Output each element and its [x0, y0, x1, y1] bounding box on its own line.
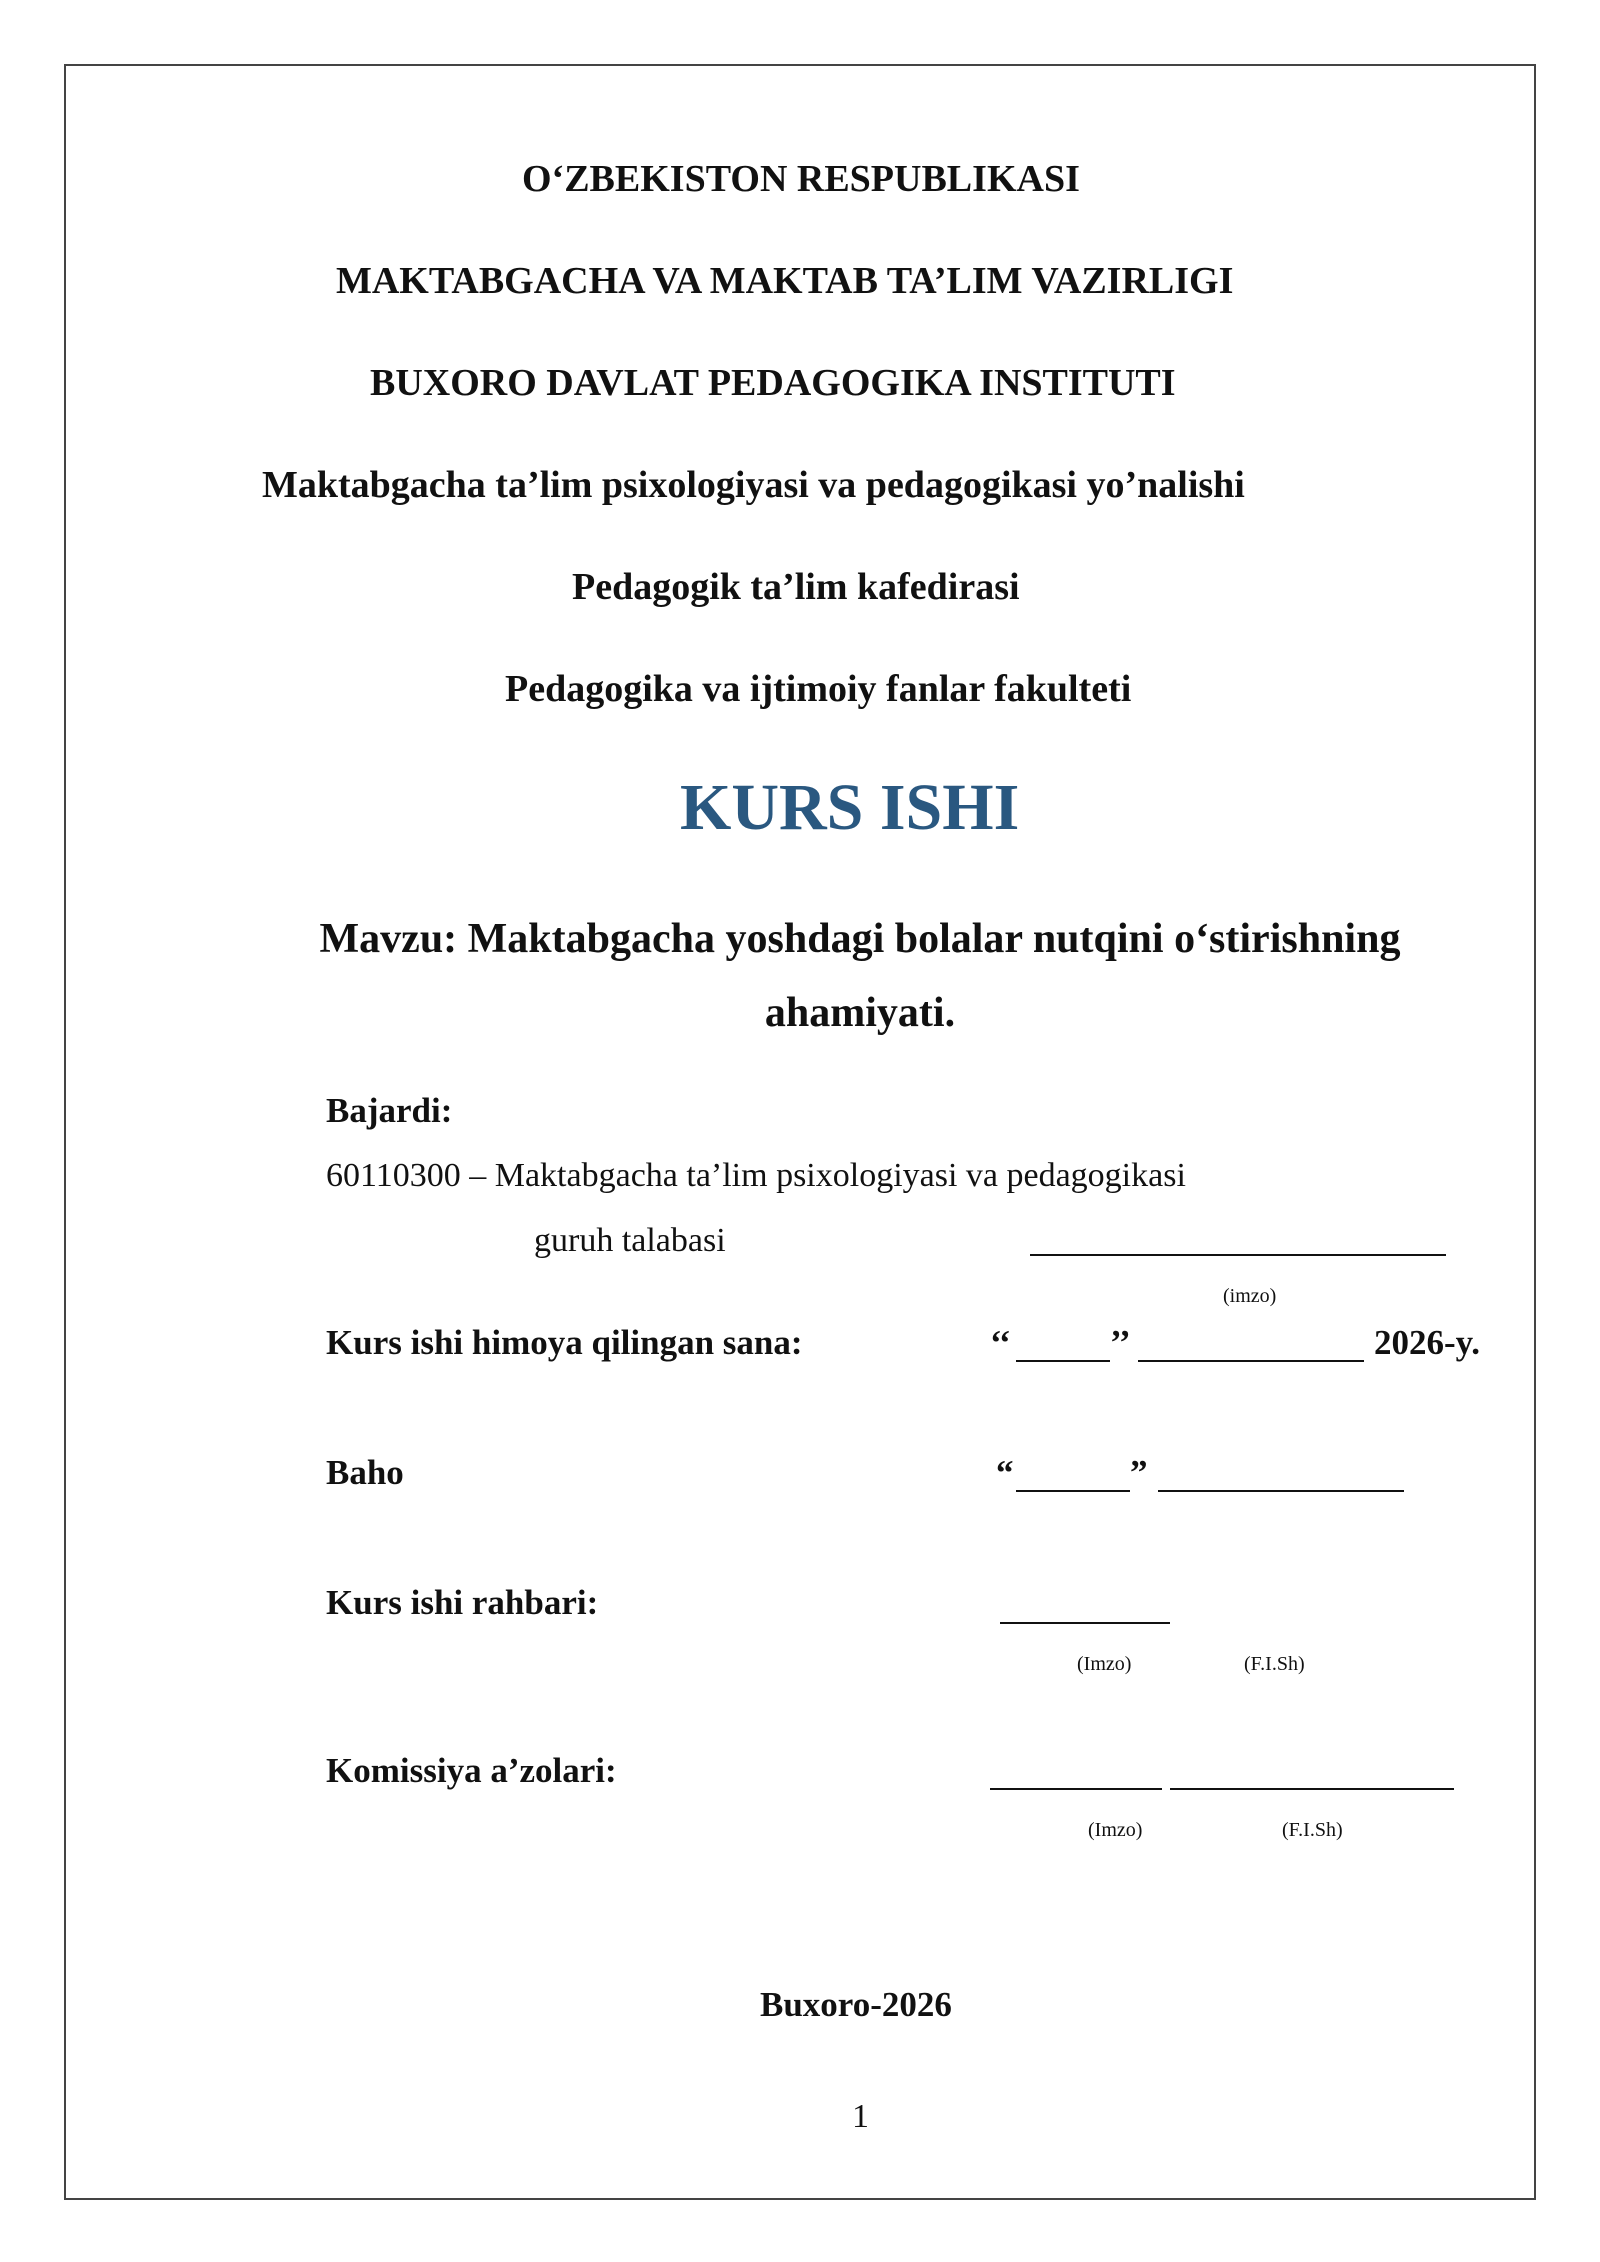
- defense-day-line: [1016, 1360, 1110, 1362]
- department-heading: Pedagogik ta’lim kafedirasi: [572, 566, 1020, 608]
- grade-close-quote: ”: [1130, 1453, 1148, 1492]
- grade-words-line: [1158, 1490, 1404, 1492]
- supervisor-signature-caption: (Imzo): [1077, 1653, 1132, 1675]
- commission-name-line: [1170, 1788, 1454, 1790]
- page-number: 1: [852, 2098, 869, 2135]
- supervisor-name-caption: (F.I.Sh): [1244, 1653, 1305, 1675]
- topic-line-2: ahamiyati.: [764, 990, 956, 1036]
- student-signature-caption: (imzo): [1223, 1285, 1277, 1307]
- student-signature-line: [1030, 1254, 1446, 1256]
- place-year: Buxoro-2026: [760, 1985, 952, 2024]
- defense-date-label: Kurs ishi himoya qilingan sana:: [326, 1323, 803, 1362]
- defense-date-close-quote: ’’: [1110, 1323, 1131, 1362]
- institute-heading: BUXORO DAVLAT PEDAGOGIKA INSTITUTI: [370, 362, 1176, 404]
- defense-date-open-quote: ‘‘: [990, 1323, 1011, 1362]
- commission-signature-line: [990, 1788, 1162, 1790]
- commission-label: Komissiya a’zolari:: [326, 1751, 617, 1790]
- program-text: 60110300 – Maktabgacha ta’lim psixologiyasi va pedagogikasi: [326, 1157, 1186, 1194]
- defense-year: 2026-y.: [1374, 1323, 1480, 1362]
- performer-label: Bajardi:: [326, 1091, 453, 1130]
- country-heading: O‘ZBEKISTON RESPUBLIKASI: [522, 158, 1080, 200]
- group-text: guruh talabasi: [534, 1222, 726, 1259]
- faculty-heading: Pedagogika va ijtimoiy fanlar fakulteti: [505, 668, 1132, 710]
- commission-name-caption: (F.I.Sh): [1282, 1819, 1343, 1841]
- grade-value-line: [1016, 1490, 1130, 1492]
- ministry-heading: MAKTABGACHA VA MAKTAB TA’LIM VAZIRLIGI: [336, 260, 1234, 302]
- defense-month-line: [1138, 1360, 1364, 1362]
- grade-label: Baho: [326, 1453, 404, 1492]
- commission-signature-caption: (Imzo): [1088, 1819, 1143, 1841]
- direction-heading: Maktabgacha ta’lim psixologiyasi va pedagogikasi yo’nalishi: [262, 464, 1245, 506]
- document-title: KURS ISHI: [680, 771, 1020, 844]
- topic-line-1: Mavzu: Maktabgacha yoshdagi bolalar nutqini o‘stirishning: [319, 916, 1401, 962]
- grade-open-quote: “: [996, 1453, 1014, 1492]
- supervisor-signature-line: [1000, 1622, 1170, 1624]
- supervisor-label: Kurs ishi rahbari:: [326, 1583, 599, 1622]
